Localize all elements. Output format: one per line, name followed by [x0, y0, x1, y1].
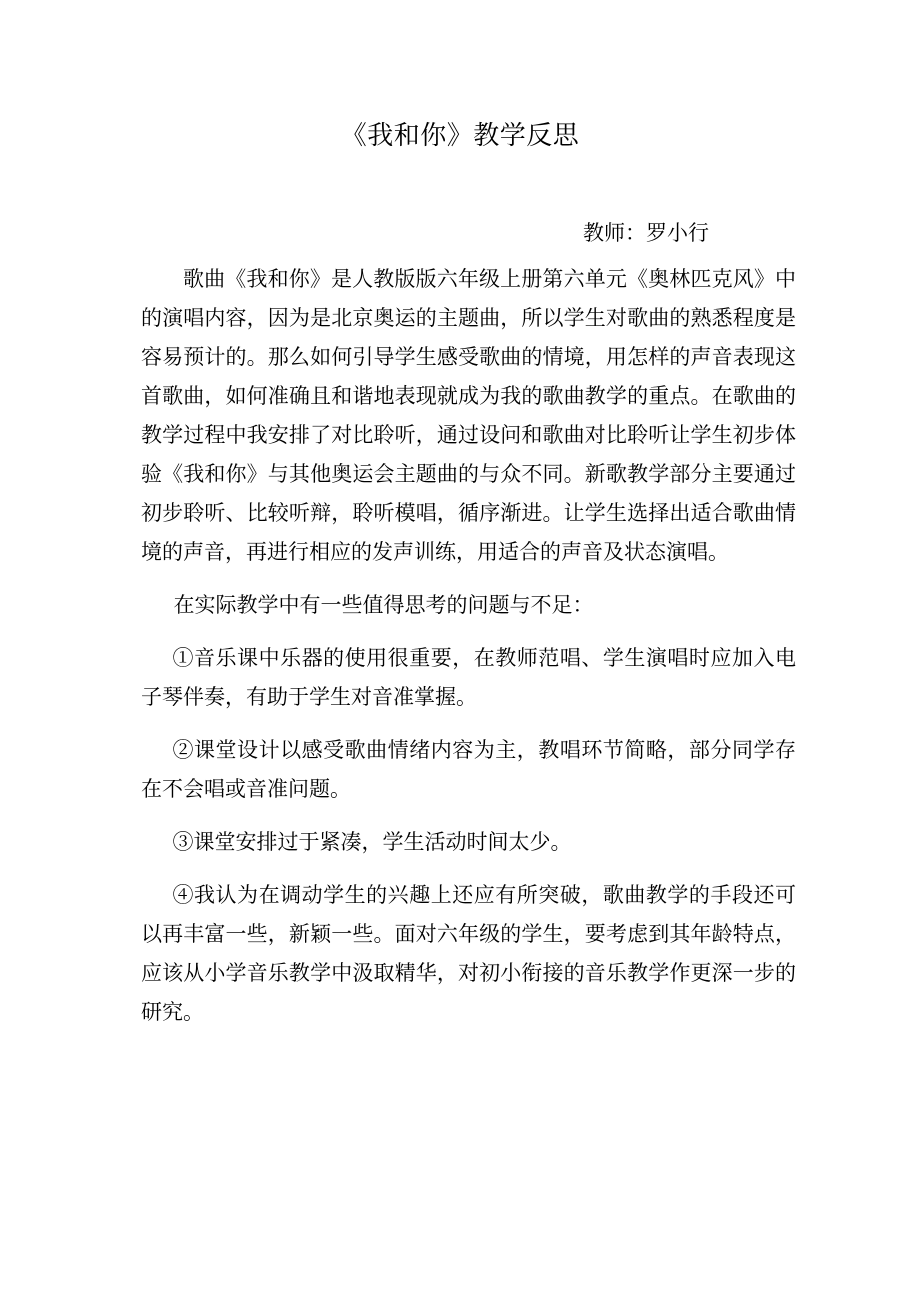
- document-title: 《我和你》教学反思: [340, 121, 580, 151]
- author-line: 教师：罗小行: [583, 221, 709, 245]
- paragraph-issues-heading: 在实际教学中有一些值得思考的问题与不足：: [173, 593, 594, 617]
- document-body: [141, 260, 796, 1032]
- list-item-3: ③课堂安排过于紧凑，学生活动时间太少。: [172, 830, 572, 854]
- list-item-2: ②课堂设计以感受歌曲情绪内容为主，教唱环节简略，部分同学存在不会唱或音准问题。: [141, 738, 796, 801]
- list-item-1: ①音乐课中乐器的使用很重要，在教师范唱、学生演唱时应加入电子琴伴奏，有助于学生对音准掌握。: [141, 646, 796, 709]
- paragraph-intro: 歌曲《我和你》是人教版版六年级上册第六单元《奥林匹克风》中的演唱内容，因为是北京奥运的主题曲，所以学生对歌曲的熟悉程度是容易预计的。那么如何引导学生感受歌曲的情境，用怎样的声音表现这首歌曲，如何准确且和谐地表现就成为我的歌曲教学的重点。在歌曲的教学过程中我安排了对比聆听，通过设问和歌曲对比聆听让学生初步体验《我和你》与其他奥运会主题曲的与众不同。新歌教学部分主要通过初步聆听、比较听辩，聆听模唱，循序渐进。让学生选择出适合歌曲情境的声音，再进行相应的发声训练，用适合的声音及状态演唱。: [141, 267, 796, 564]
- list-item-4: ④我认为在调动学生的兴趣上还应有所突破，歌曲教学的手段还可以再丰富一些，新颖一些。面对六年级的学生，要考虑到其年龄特点，应该从小学音乐教学中汲取精华，对初小衔接的音乐教学作更深一步的研究。: [141, 883, 796, 1024]
